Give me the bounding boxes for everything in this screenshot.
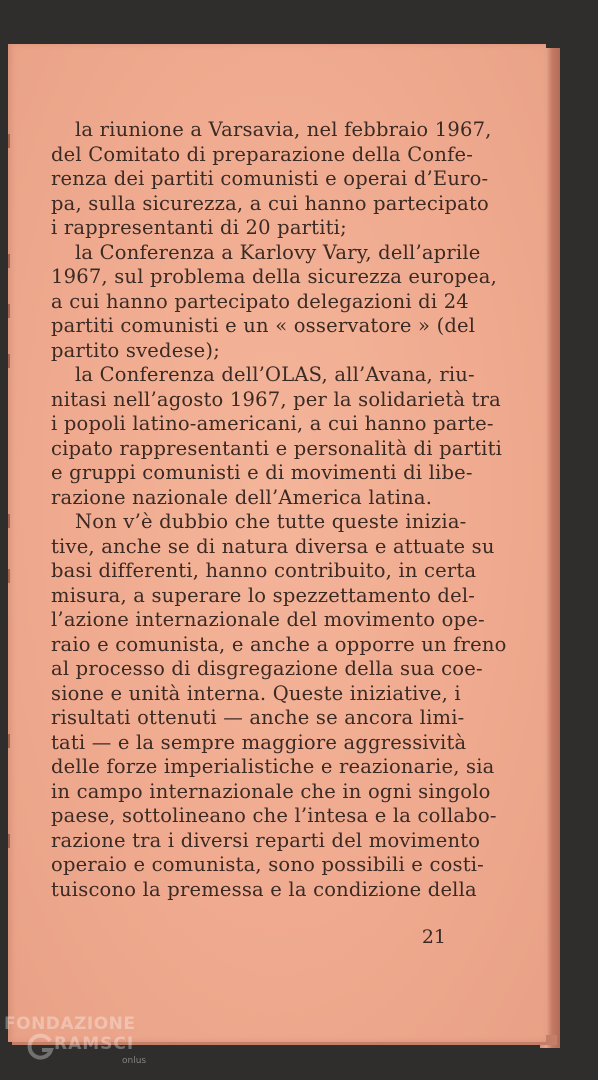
text-line: sione e unità interna. Queste iniziative, i bbox=[51, 681, 461, 705]
text-line: delle forze imperialistiche e reazionarie, sia bbox=[51, 755, 495, 778]
text-line: in campo internazionale che in ogni singolo bbox=[51, 779, 491, 803]
text-line: basi differenti, hanno contribuito, in certa bbox=[51, 559, 477, 582]
text-line: l’azione internazionale del movimento ope- bbox=[51, 608, 485, 631]
text-line: renza dei partiti comunisti e operai d’Euro- bbox=[51, 167, 489, 190]
text-line: tuiscono la premessa e la condizione della bbox=[51, 877, 477, 901]
text-line: razione tra i diversi reparti del movimento bbox=[51, 828, 481, 852]
text-line: la Conferenza dell’OLAS, all’Avana, riu- bbox=[75, 363, 475, 386]
text-line: 1967, sul problema della sicurezza europea, bbox=[51, 265, 498, 288]
text-line: raio e comunista, e anche a opporre un freno bbox=[51, 632, 507, 656]
text-line: i popoli latino-americani, a cui hanno parte- bbox=[51, 412, 494, 435]
binding-marks bbox=[8, 44, 14, 1042]
text-line: a cui hanno partecipato delegazioni di 24 bbox=[51, 289, 469, 313]
text-line: razione nazionale dell’America latina. bbox=[51, 485, 433, 509]
text-line: cipato rappresentanti e personalità di partiti bbox=[51, 436, 503, 460]
text-line: la Conferenza a Karlovy Vary, dell’aprile bbox=[75, 240, 481, 264]
text-line: tive, anche se di natura diversa e attuate su bbox=[51, 534, 495, 558]
text-line: nitasi nell’agosto 1967, per la solidarietà tra bbox=[51, 387, 501, 411]
text-line: partiti comunisti e un « osservatore » (del bbox=[51, 314, 476, 337]
fondazione-gramsci-watermark bbox=[2, 1014, 162, 1080]
text-line: la riunione a Varsavia, nel febbraio 1967, bbox=[75, 118, 492, 141]
page-number: 21 bbox=[421, 926, 446, 948]
text-line: paese, sottolineano che l’intesa e la collabo- bbox=[51, 804, 497, 827]
watermark-line3: onlus bbox=[122, 1056, 147, 1066]
text-line: al processo di disgregazione della sua coe- bbox=[51, 657, 483, 680]
text-line: partito svedese); bbox=[51, 338, 220, 362]
text-line: del Comitato di preparazione della Confe- bbox=[51, 142, 474, 166]
text-line: operaio e comunista, sono possibili e costi- bbox=[51, 853, 484, 876]
watermark-line2: RAMSCI bbox=[54, 1034, 135, 1054]
text-line: i rappresentanti di 20 partiti; bbox=[51, 216, 347, 239]
body-text bbox=[51, 118, 507, 902]
watermark-line1: FONDAZIONE bbox=[4, 1014, 136, 1034]
text-line: risultati ottenuti — anche se ancora limi- bbox=[51, 706, 465, 729]
text-line: Non v’è dubbio che tutte queste inizia- bbox=[75, 510, 467, 533]
text-line: misura, a superare lo spezzettamento del- bbox=[51, 583, 476, 607]
text-line: tati — e la sempre maggiore aggressività bbox=[51, 730, 467, 754]
text-line: pa, sulla sicurezza, a cui hanno partecipato bbox=[51, 191, 489, 215]
text-line: e gruppi comunisti e di movimenti di libe- bbox=[51, 461, 473, 484]
g-logo-icon bbox=[26, 1032, 56, 1062]
